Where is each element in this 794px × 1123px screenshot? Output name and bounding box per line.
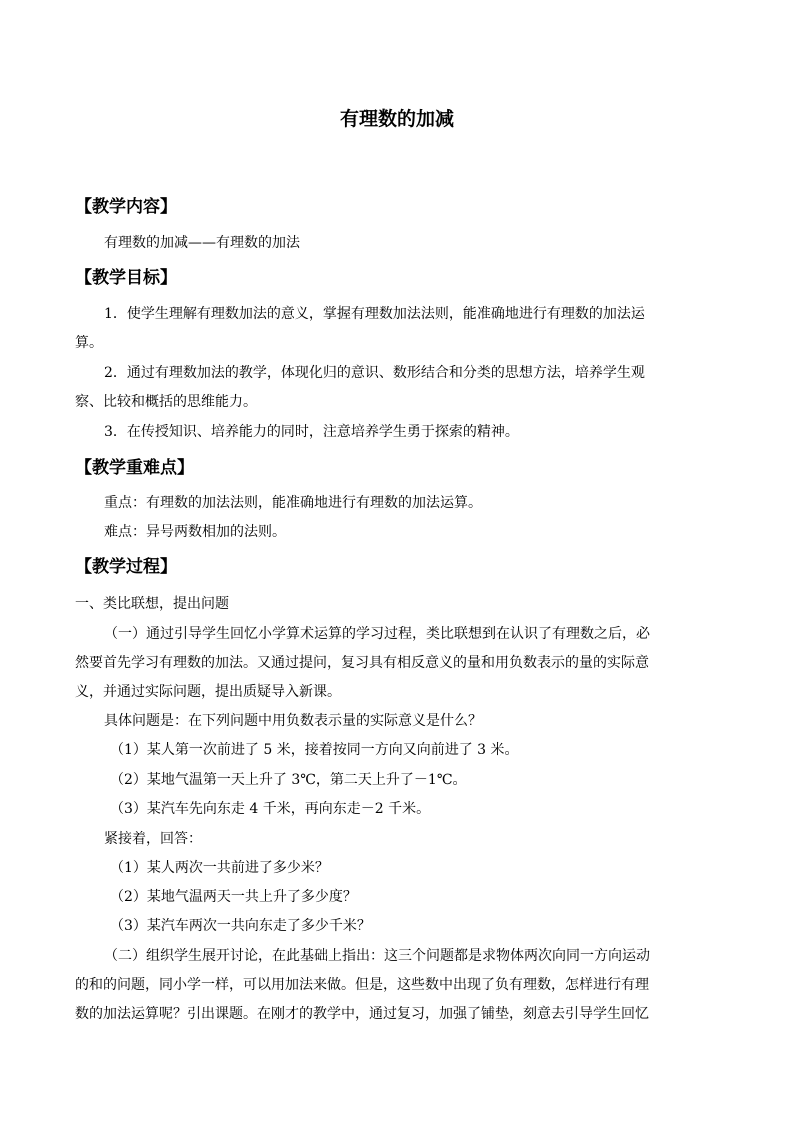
goal-1-line-1: 1．使学生理解有理数加法的意义，掌握有理数加法法则，能准确地进行有理数的加法运 <box>104 306 645 322</box>
paragraph-2-line-2: 的和的问题，同小学一样，可以用加法来做。但是，这些数中出现了负有理数，怎样进行有理 <box>75 977 649 993</box>
answer-question-2: （2）某地气温两天一共上升了多少度？ <box>110 889 357 905</box>
goal-1-line-2: 算。 <box>75 335 103 351</box>
question-1: （1）某人第一次前进了 5 米，接着按同一方向又向前进了 3 米。 <box>110 742 519 758</box>
paragraph-1-line-1: （一）通过引导学生回忆小学算术运算的学习过程，类比联想到在认识了有理数之后，必 <box>104 626 650 642</box>
heading-teaching-content: 【教学内容】 <box>75 197 177 217</box>
question-2: （2）某地气温第一天上升了 3℃，第二天上升了－1℃。 <box>110 772 467 788</box>
heading-key-difficult: 【教学重难点】 <box>75 458 194 478</box>
heading-teaching-goals: 【教学目标】 <box>75 268 177 288</box>
question-3: （3）某汽车先向东走 4 千米，再向东走－2 千米。 <box>110 801 431 817</box>
answer-question-1: （1）某人两次一共前进了多少米？ <box>110 860 329 876</box>
answer-question-3: （3）某汽车两次一共向东走了多少千米？ <box>110 918 371 934</box>
goal-2-line-2: 察、比较和概括的思维能力。 <box>75 394 257 410</box>
document-title: 有理数的加减 <box>339 108 454 130</box>
key-point: 重点：有理数的加法法则，能准确地进行有理数的加法运算。 <box>104 495 482 511</box>
goal-2-line-1: 2．通过有理数加法的教学，体现化归的意识、数形结合和分类的思想方法，培养学生观 <box>104 365 645 381</box>
heading-teaching-process: 【教学过程】 <box>75 557 177 577</box>
paragraph-2-line-1: （二）组织学生展开讨论，在此基础上指出：这三个问题都是求物体两次向同一方向运动 <box>104 948 650 964</box>
part-1-title: 一、类比联想，提出问题 <box>75 596 229 612</box>
paragraph-1-line-3: 义，并通过实际问题，提出质疑导入新课。 <box>75 684 341 700</box>
difficult-point: 难点：异号两数相加的法则。 <box>104 524 286 540</box>
paragraph-2-line-3: 数的加法运算呢？引出课题。在刚才的教学中，通过复习，加强了铺垫，刻意去引导学生回忆 <box>75 1006 649 1022</box>
teaching-content-text: 有理数的加减——有理数的加法 <box>104 235 300 251</box>
answer-intro: 紧接着，回答： <box>104 831 202 847</box>
question-intro: 具体问题是：在下列问题中用负数表示量的实际意义是什么？ <box>104 713 482 729</box>
paragraph-1-line-2: 然要首先学习有理数的加法。又通过提问，复习具有相反意义的量和用负数表示的量的实际意 <box>75 655 649 671</box>
goal-3: 3．在传授知识、培养能力的同时，注意培养学生勇于探索的精神。 <box>104 424 519 440</box>
